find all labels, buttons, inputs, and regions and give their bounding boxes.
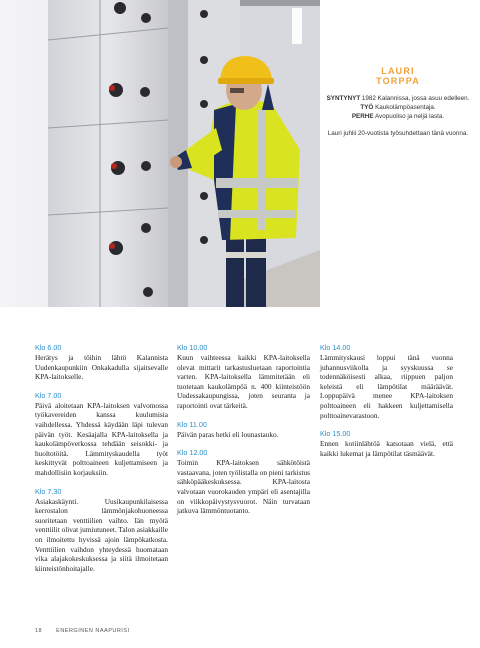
publication-title: ENERGINEN NAAPURISI (56, 628, 130, 634)
entry-text: Kuun vaihteessa kaikki KPA-laitoksella olevat mittarit tarkastusluetaan raportointia varten. KPA-laitoksella lämmitetään eli tuotetaan kaukolämpöä n. 400 kiinteistöön Uudessakaupungissa, joten seuranta ja raportointi ovat tärkeitä. (177, 353, 310, 410)
profile-born (326, 94, 470, 103)
entry-time: Klo 11.00 (177, 419, 207, 429)
timeline-entry (35, 487, 168, 574)
profile-note: Lauri juhlii 20-vuotista työsuhdettaan tänä vuonna. (327, 130, 469, 137)
family-text: Avopuoliso ja neljä lasta. (374, 113, 445, 120)
profile-box (326, 66, 470, 138)
timeline-column-1 (35, 343, 168, 582)
entry-text: Päivä aloitetaan KPA-laitoksen valvomossa työkavereiden kanssa kuulumisia vaihdellessa. Yhdessä käydään läpi tulevan päivän työt. Kesäajalla KPA-laitoksella ja kaukolämpöverkossa tehdään seisokki- ja huoltotöitä. Lämmityskaudella työt keskittyvät polttoaineen kuljettamiseen ja mahdollisiin korjauksiin. (35, 400, 168, 477)
entry-text: Toimin KPA-laitoksen sähkötöistä vastaavana, joten työlistalla on pieni tarkistus sähköpääkeskuksessa. KPA-laitosta valvotaan vuorokauden ympäri eli asentajilla on viikkopäivystysvuorot. Näin turvataan jatkuva lämmöntuotanto. (177, 458, 310, 516)
timeline-column-2 (177, 343, 310, 525)
entry-time: Klo 10.00 (177, 343, 208, 352)
entry-time: Klo 14.00 (320, 343, 351, 352)
entry-text: Päivän paras hetki eli lounastauko. (177, 429, 279, 439)
entry-text: Herätys ja töihin lähtö Kalannista Uudenkaupunkiin Onkakadulla sijaitsevalle KPA-laitokselle. (35, 353, 168, 382)
entry-text: Ennen kotiinlähtöä katsotaan vielä, että kaikki lukemat ja lämpötilat täsmäävät. (320, 439, 453, 458)
family-label: PERHE (351, 113, 374, 120)
timeline-column-3 (320, 343, 453, 467)
timeline-entry (35, 343, 168, 382)
timeline-entry (177, 420, 310, 440)
page-number: 18 (35, 628, 43, 634)
hero-photo (0, 0, 320, 307)
page-footer (35, 628, 142, 634)
profile-facts (326, 94, 470, 121)
profile-family (326, 112, 470, 121)
profile-name (326, 66, 470, 86)
work-text: Kaukolämpöasentaja. (375, 104, 436, 111)
entry-time: Klo 7.30 (35, 486, 62, 496)
timeline-entry (177, 343, 310, 411)
timeline-entry (320, 429, 453, 458)
born-label: SYNTYNYT (326, 95, 361, 102)
entry-time: Klo 15.00 (320, 429, 351, 439)
entry-text: Asiakaskäynti. Uusikaupunkilaisessa kerrostalon lämmönjakohuoneessa suoritetaan venttiilien vaihto. Iän myötä venttiilit olivat jumiutuneet. Talon asiakkaille on ilmoitettu hyvissä ajoin lämpökatkosta. Venttiilien vaihdon yhteydessä huomataan vika alajakokeskuksessa ja siitä ilmoitetaan kiinteistönhoitajalle. (35, 496, 168, 573)
timeline-entry (35, 391, 168, 478)
work-label: TYÖ (360, 104, 374, 111)
born-text: 1982 Kalannissa, jossa asuu edelleen. (361, 95, 470, 102)
timeline-entry (177, 448, 310, 516)
entry-text: Lämmityskausi loppui tänä vuonna juhannusviikolla ja syyskuussa se todennäköisesti alkaa, riippuen paljon keleistä eli lämpötilat määräävät. Loppupäivä menee KPA-laitoksen polttoaineen eli hakkeen kuljettamisella polttoainevarastoon. (320, 353, 453, 420)
profile-work (326, 103, 470, 112)
profile-last-name: TORPPA (376, 76, 420, 86)
entry-time: Klo 12.00 (177, 448, 208, 458)
profile-first-name: LAURI (381, 66, 415, 76)
entry-time: Klo 6.00 (35, 343, 62, 352)
timeline-entry (320, 343, 453, 420)
worker-photo-illustration (0, 0, 320, 307)
entry-time: Klo 7.00 (35, 390, 62, 400)
